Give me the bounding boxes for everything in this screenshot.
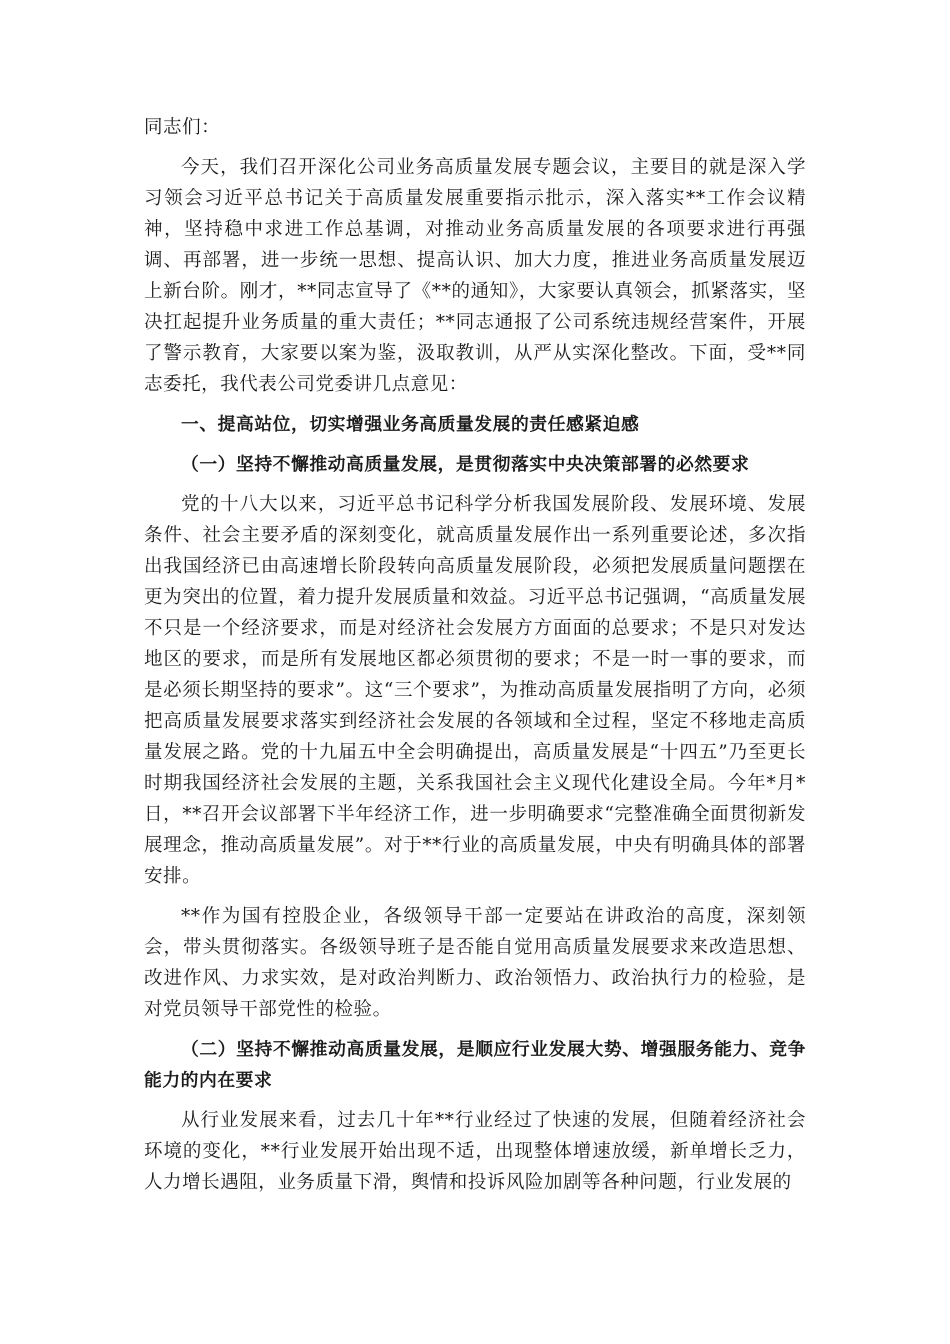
document-page [144,112,806,1207]
intro-paragraph: 今天，我们召开深化公司业务高质量发展专题会议，主要目的就是深入学习领会习近平总书记关于高质量发展重要指示批示，深入落实**工作会议精神，坚持稳中求进工作总基调，对推动业务高质量发展的各项要求进行再强调、再部署，进一步统一思想、提高认识、加大力度，推进业务高质量发展迈上新台阶。刚才，**同志宣导了《**的通知》，大家要认真领会，抓紧落实，坚决扛起提升业务质量的重大责任；**同志通报了公司系统违规经营案件，开展了警示教育，大家要以案为鉴，汲取教训，从严从实深化整改。下面，受**同志委托，我代表公司党委讲几点意见： [144,157,806,395]
subsection-2-paragraph-1: 从行业发展来看，过去几十年**行业经过了快速的发展，但随着经济社会环境的变化，**行业发展开始出现不适，出现整体增速放缓，新单增长乏力，人力增长遇阻，业务质量下滑，舆情和投诉风险加剧等各种问题，行业发展的 [144,1110,806,1193]
salutation: 同志们： [144,117,221,138]
subsection-1-paragraph-1: 党的十八大以来，习近平总书记科学分析我国发展阶段、发展环境、发展条件、社会主要矛盾的深刻变化，就高质量发展作出一系列重要论述，多次指出我国经济已由高速增长阶段转向高质量发展阶段，必须把发展质量问题摆在更为突出的位置，着力提升发展质量和效益。习近平总书记强调，“高质量发展不只是一个经济要求，而是对经济社会发展方方面面的总要求；不是只对发达地区的要求，而是所有发展地区都必须贯彻的要求；不是一时一事的要求，而是必须长期坚持的要求”。这“三个要求”，为推动高质量发展指明了方向，必须把高质量发展要求落实到经济社会发展的各领域和全过程，坚定不移地走高质量发展之路。党的十九届五中全会明确提出，高质量发展是“十四五”乃至更长时期我国经济社会发展的主题，关系我国社会主义现代化建设全局。今年*月*日，**召开会议部署下半年经济工作，进一步明确要求“完整准确全面贯彻新发展理念，推动高质量发展”。对于**行业的高质量发展，中央有明确具体的部署安排。 [144,494,806,887]
section-1-heading: 一、提高站位，切实增强业务高质量发展的责任感紧迫感 [181,414,640,435]
subsection-2-heading: （二）坚持不懈推动高质量发展，是顺应行业发展大势、增强服务能力、竞争能力的内在要求 [144,1039,806,1091]
subsection-1-heading: （一）坚持不懈推动高质量发展，是贯彻落实中央决策部署的必然要求 [181,454,750,475]
subsection-1-paragraph-2: **作为国有控股企业，各级领导干部一定要站在讲政治的高度，深刻领会，带头贯彻落实。各级领导班子是否能自觉用高质量发展要求来改造思想、改进作风、力求实效，是对政治判断力、政治领悟力、政治执行力的检验，是对党员领导干部党性的检验。 [144,906,806,1020]
